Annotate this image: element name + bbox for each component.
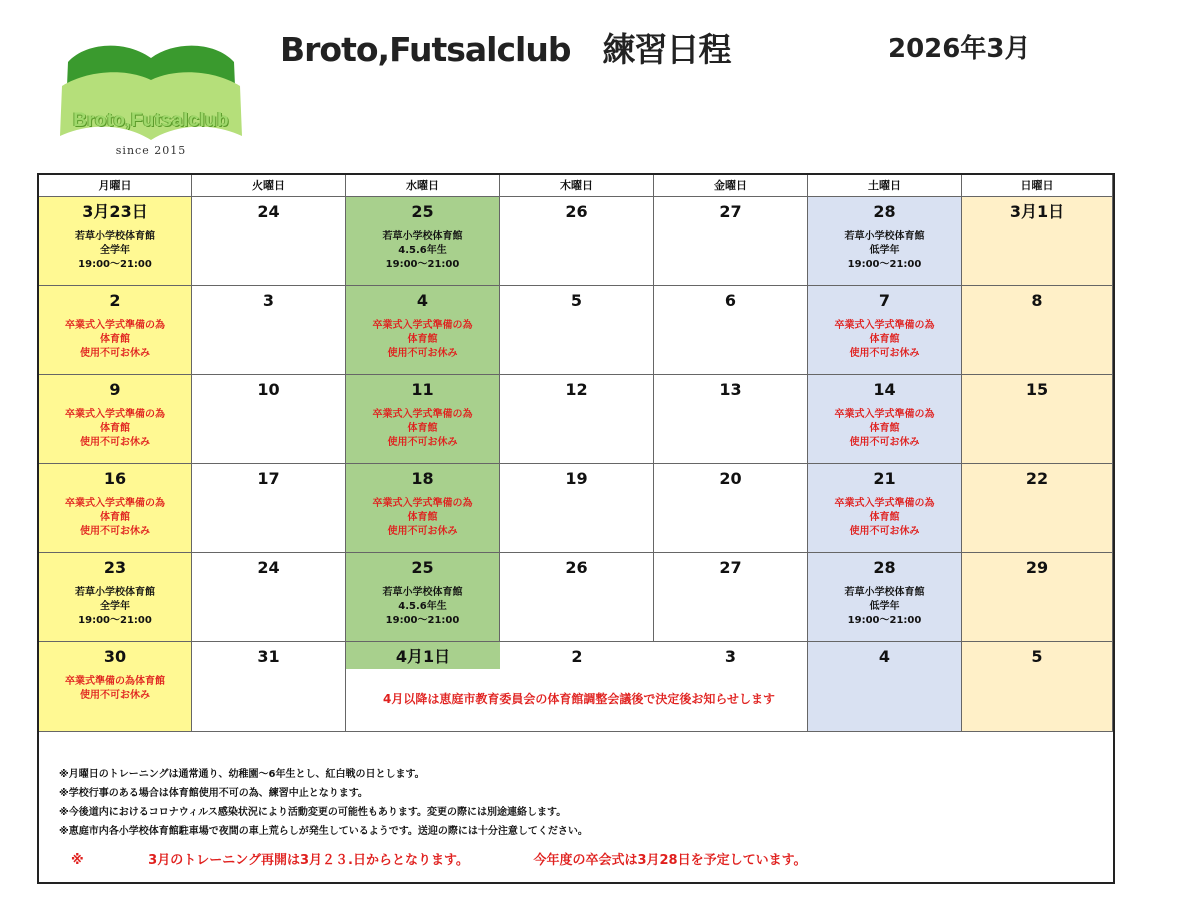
day-number: 26 [565,202,588,221]
announcement-mark: ※ [71,853,84,868]
schedule-note-line: 若草小学校体育館 [844,231,925,242]
day-number: 12 [565,380,588,399]
schedule-note-line: 若草小学校体育館 [75,587,155,598]
calendar-day-cell [500,197,654,286]
schedule-notes [808,319,961,361]
calendar-day-cell [500,553,654,642]
day-number: 3月23日 [82,202,148,221]
schedule-note-line: 卒業式入学式準備の為 [65,498,165,509]
weekday-header: 金曜日 [654,175,808,197]
schedule-note-line: 体育館 [407,334,438,345]
schedule-note-line: 19:00〜21:00 [385,259,460,270]
schedule-note-line: 19:00〜21:00 [385,615,460,626]
month-label: 2026年3月 [888,34,1031,64]
calendar-day-cell [962,197,1113,286]
schedule-note-line: 使用不可お休み [849,526,920,537]
schedule-note-line: 体育館 [100,512,130,523]
day-number: 6 [724,291,737,310]
day-number: 3月1日 [1009,202,1065,221]
calendar-day-cell [654,286,808,375]
note-line: ※月曜日のトレーニングは通常通り、幼稚園〜6年生とし、紅白戦の日とします。 [59,769,425,780]
graduation-announcement: 今年度の卒会式は3月28日を予定しています。 [533,853,807,868]
schedule-note-line: 使用不可お休み [387,526,458,537]
schedule-note-line: 若草小学校体育館 [382,587,463,598]
day-number: 29 [1025,558,1049,577]
calendar-day-cell [346,464,500,553]
schedule-note-line: 体育館 [869,334,900,345]
day-number: 10 [257,380,280,399]
schedule-note-line: 卒業式入学式準備の為 [834,498,935,509]
day-number: 4 [416,291,429,310]
schedule-note-line: 使用不可お休み [849,348,920,359]
weekday-header: 土曜日 [808,175,962,197]
calendar-day-cell [962,375,1113,464]
schedule-note-line: 19:00〜21:00 [78,615,152,626]
schedule-notes [808,408,961,450]
note-line: ※恵庭市内各小学校体育館駐車場で夜間の車上荒らしが発生しているようです。送迎の際には十分注意してください。 [59,826,588,837]
schedule-note-line: 卒業式入学式準備の為 [372,409,473,420]
schedule-note-line: 19:00〜21:00 [847,259,922,270]
schedule-notes [39,586,191,628]
day-number: 2 [571,647,583,666]
day-number: 14 [873,380,896,399]
calendar-day-cell [962,642,1113,732]
schedule-notes [39,319,191,361]
schedule-note-line: 卒業式入学式準備の為 [834,409,935,420]
schedule-note-line: 体育館 [407,512,438,523]
day-number: 3 [724,647,737,666]
schedule-note-line: 19:00〜21:00 [847,615,922,626]
calendar-day-cell [39,464,192,553]
calendar-day-cell [39,642,192,732]
calendar-day-cell [192,464,346,553]
calendar-day-cell [962,286,1113,375]
logo-since: since 2015 [115,144,187,157]
day-number: 11 [411,380,434,399]
weekday-header: 水曜日 [346,175,500,197]
calendar-day-cell [192,553,346,642]
day-number: 26 [565,558,588,577]
calendar-day-cell [808,197,962,286]
schedule-note-line: 若草小学校体育館 [75,231,155,242]
schedule-note-line: 使用不可お休み [80,437,150,448]
schedule-notes [808,230,961,272]
calendar-day-cell [962,553,1113,642]
schedule-notes [346,408,499,450]
calendar-day-cell [346,286,500,375]
calendar-day-cell [808,642,962,732]
note-line: ※今後道内におけるコロナウィルス感染状況により活動変更の可能性もあります。変更の際には別途連絡します。 [59,807,567,818]
weekday-header: 木曜日 [500,175,654,197]
calendar-day-cell [39,553,192,642]
schedule-notes [39,408,191,450]
logo-text: Broto,Futsalclub [73,110,229,131]
calendar-grid [37,173,1115,731]
schedule-note-line: 体育館 [100,423,130,434]
day-number: 7 [878,291,891,310]
calendar-day-cell [192,642,346,732]
schedule-note-line: 低学年 [869,245,900,256]
day-number: 8 [1031,291,1043,310]
calendar-day-cell [346,375,500,464]
schedule-note-line: 体育館 [869,423,900,434]
schedule-note-line: 卒業式入学式準備の為 [65,409,165,420]
calendar-day-cell [808,553,962,642]
day-number: 16 [103,469,127,488]
announcement-line [71,849,807,868]
day-number: 18 [411,469,434,488]
calendar-day-cell [654,375,808,464]
schedule-notes [346,319,499,361]
calendar-day-cell [346,553,500,642]
schedule-note-line: 使用不可お休み [849,437,920,448]
calendar-day-cell [192,197,346,286]
schedule-note-line: 卒業式入学式準備の為 [372,320,473,331]
schedule-note-line: 体育館 [869,512,900,523]
day-number: 2 [109,291,121,310]
day-number: 5 [1031,647,1043,666]
weekday-header: 日曜日 [962,175,1113,197]
note-line: ※学校行事のある場合は体育館使用不可の為、練習中止となります。 [59,788,368,799]
day-number: 23 [103,558,127,577]
schedule-notes [346,230,499,272]
day-number: 27 [719,558,742,577]
day-number: 3 [262,291,275,310]
calendar-day-cell [192,375,346,464]
schedule-note-line: 使用不可お休み [80,348,150,359]
calendar-day-cell [346,197,500,286]
day-number: 24 [257,202,280,221]
day-number: 31 [257,647,280,666]
day-number: 22 [1025,469,1049,488]
calendar-day-cell [500,286,654,375]
calendar-day-cell [654,553,808,642]
schedule-note-line: 低学年 [869,601,900,612]
schedule-notes [346,586,499,628]
day-number: 4月1日 [346,642,500,669]
schedule-note-line: 使用不可お休み [387,348,458,359]
day-number: 4 [878,647,891,666]
calendar-day-cell [39,197,192,286]
schedule-notes [346,497,499,539]
schedule-notes [39,230,191,272]
day-number: 30 [103,647,127,666]
schedule-note-line: 4.5.6年生 [398,245,447,256]
day-number: 17 [257,469,280,488]
day-number: 20 [719,469,742,488]
schedule-note-line: 使用不可お休み [80,526,150,537]
page-title: Broto,Futsalclub 練習日程 [280,30,731,69]
schedule-note-line: 卒業式入学式準備の為 [65,320,165,331]
schedule-note-line: 卒業式準備の為体育館 [65,676,165,687]
day-number: 25 [411,558,434,577]
weekday-header: 月曜日 [39,175,192,197]
calendar-day-cell [500,464,654,553]
weekday-header-row [39,175,1113,197]
schedule-notes [808,586,961,628]
day-number: 21 [873,469,896,488]
april-message: 4月以降は恵庭市教育委員会の体育館調整会議後で決定後お知らせします [383,692,775,706]
day-number: 15 [1025,380,1049,399]
weekday-header: 火曜日 [192,175,346,197]
day-number: 24 [257,558,280,577]
schedule-note-line: 体育館 [407,423,438,434]
calendar-day-cell [192,286,346,375]
schedule-note-line: 若草小学校体育館 [844,587,925,598]
day-number: 27 [719,202,742,221]
schedule-notes [39,497,191,539]
schedule-note-line: 4.5.6年生 [398,601,447,612]
calendar-day-cell [39,375,192,464]
schedule-note-line: 全学年 [100,245,130,256]
day-number: 28 [873,558,896,577]
restart-announcement: 3月のトレーニング再開は3月２３.日からとなります。 [148,853,469,868]
calendar-day-cell [808,464,962,553]
club-logo [56,40,246,160]
schedule-note-line: 若草小学校体育館 [382,231,463,242]
day-number: 9 [109,380,121,399]
schedule-note-line: 使用不可お休み [80,690,150,701]
schedule-note-line: 全学年 [100,601,130,612]
schedule-note-line: 体育館 [100,334,130,345]
schedule-notes [808,497,961,539]
calendar-day-cell [808,286,962,375]
schedule-note-line: 19:00〜21:00 [78,259,152,270]
calendar-day-cell [654,197,808,286]
day-number: 13 [719,380,742,399]
notes-box [37,731,1115,884]
day-number: 28 [873,202,896,221]
schedule-note-line: 使用不可お休み [387,437,458,448]
calendar-day-cell [39,286,192,375]
day-number: 19 [565,469,588,488]
calendar-day-cell [962,464,1113,553]
schedule-notes [39,675,191,703]
calendar-day-cell [500,375,654,464]
calendar-day-cell [808,375,962,464]
schedule-note-line: 卒業式入学式準備の為 [834,320,935,331]
calendar-day-cell [654,464,808,553]
day-number: 25 [411,202,434,221]
day-number: 5 [570,291,583,310]
schedule-note-line: 卒業式入学式準備の為 [372,498,473,509]
